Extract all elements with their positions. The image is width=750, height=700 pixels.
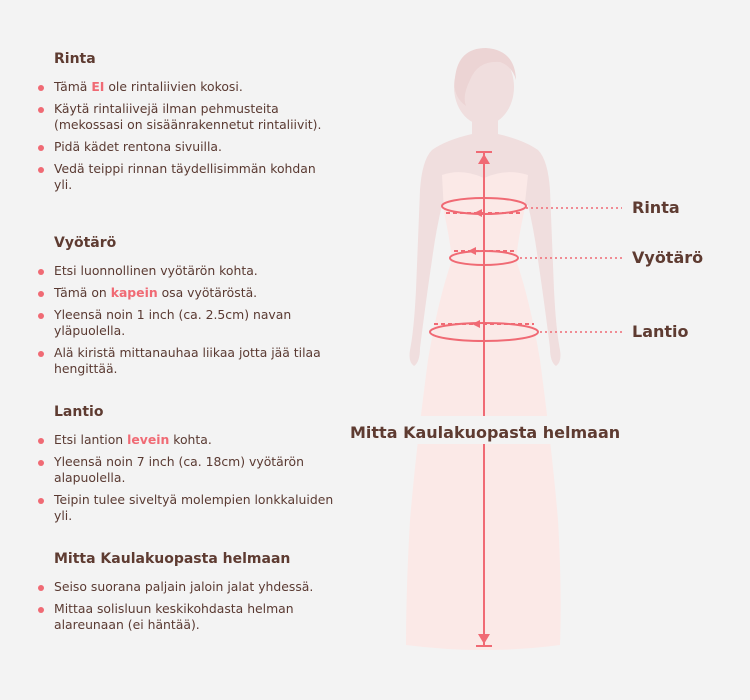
bullet-list: [36, 579, 336, 633]
section-waist: [36, 235, 336, 383]
section-hip: [36, 404, 336, 530]
bullet-list: [36, 263, 336, 377]
section-bust: [36, 51, 336, 199]
list-item: [36, 161, 336, 193]
section-title: Lantio: [54, 404, 104, 420]
list-item: [36, 492, 336, 524]
bullet-dot-icon: [38, 85, 44, 91]
item-text: ole rintaliivien kokosi.: [104, 79, 243, 94]
item-text: Etsi lantion: [54, 432, 128, 447]
bullet-dot-icon: [38, 585, 44, 591]
bullet-dot-icon: [38, 438, 44, 444]
waist-label: Vyötärö: [632, 248, 704, 267]
bullet-dot-icon: [38, 351, 44, 357]
list-item: [36, 263, 336, 279]
section-title: Mitta Kaulakuopasta helmaan: [54, 551, 291, 567]
list-item: [36, 139, 336, 155]
bullet-dot-icon: [38, 291, 44, 297]
list-item: [36, 454, 336, 486]
item-text: Alä kiristä mittanauhaa liikaa jotta jää tilaa hengittää.: [54, 345, 321, 376]
bullet-dot-icon: [38, 145, 44, 151]
item-text: Yleensä noin 1 inch (ca. 2.5cm) navan yläpuolella.: [54, 307, 292, 338]
item-text: Tämä on: [54, 285, 111, 300]
item-text: kohta.: [169, 432, 212, 447]
section-title: Vyötärö: [54, 235, 117, 251]
list-item: [36, 432, 336, 448]
item-text: osa vyötäröstä.: [157, 285, 258, 300]
item-text: Seiso suorana paljain jaloin jalat yhdessä.: [54, 579, 314, 594]
bullet-dot-icon: [38, 498, 44, 504]
bullet-dot-icon: [38, 269, 44, 275]
item-text: Mittaa solisluun keskikohdasta helman alareunaan (ei häntää).: [54, 601, 294, 632]
highlight-text: EI: [91, 79, 105, 94]
item-text: Pidä kädet rentona sivuilla.: [54, 139, 222, 154]
highlight-text: kapein: [110, 285, 158, 300]
item-text: Teipin tulee siveltyä molempien lonkkaluiden yli.: [54, 492, 334, 523]
bullet-dot-icon: [38, 313, 44, 319]
item-text: Vedä teippi rinnan täydellisimmän kohdan yli.: [54, 161, 316, 192]
item-text: Tämä: [54, 79, 92, 94]
list-item: [36, 579, 336, 595]
section-title: Rinta: [54, 51, 96, 67]
item-text: Käytä rintaliivejä ilman pehmusteita (mekossasi on sisäänrakennetut rintaliivit).: [54, 101, 322, 132]
highlight-text: levein: [127, 432, 170, 447]
length-label: Mitta Kaulakuopasta helmaan: [350, 423, 621, 442]
bullet-dot-icon: [38, 460, 44, 466]
bullet-dot-icon: [38, 107, 44, 113]
list-item: [36, 101, 336, 133]
item-text: Etsi luonnollinen vyötärön kohta.: [54, 263, 258, 278]
hip-label: Lantio: [632, 322, 689, 341]
list-item: [36, 307, 336, 339]
bullet-list: [36, 432, 336, 524]
bullet-dot-icon: [38, 167, 44, 173]
list-item: [36, 345, 336, 377]
list-item: [36, 601, 336, 633]
bullet-dot-icon: [38, 607, 44, 613]
bust-label: Rinta: [632, 198, 680, 217]
list-item: [36, 79, 336, 95]
section-length: [36, 551, 336, 639]
item-text: Yleensä noin 7 inch (ca. 18cm) vyötärön alapuolella.: [54, 454, 304, 485]
list-item: [36, 285, 336, 301]
bullet-list: [36, 79, 336, 193]
